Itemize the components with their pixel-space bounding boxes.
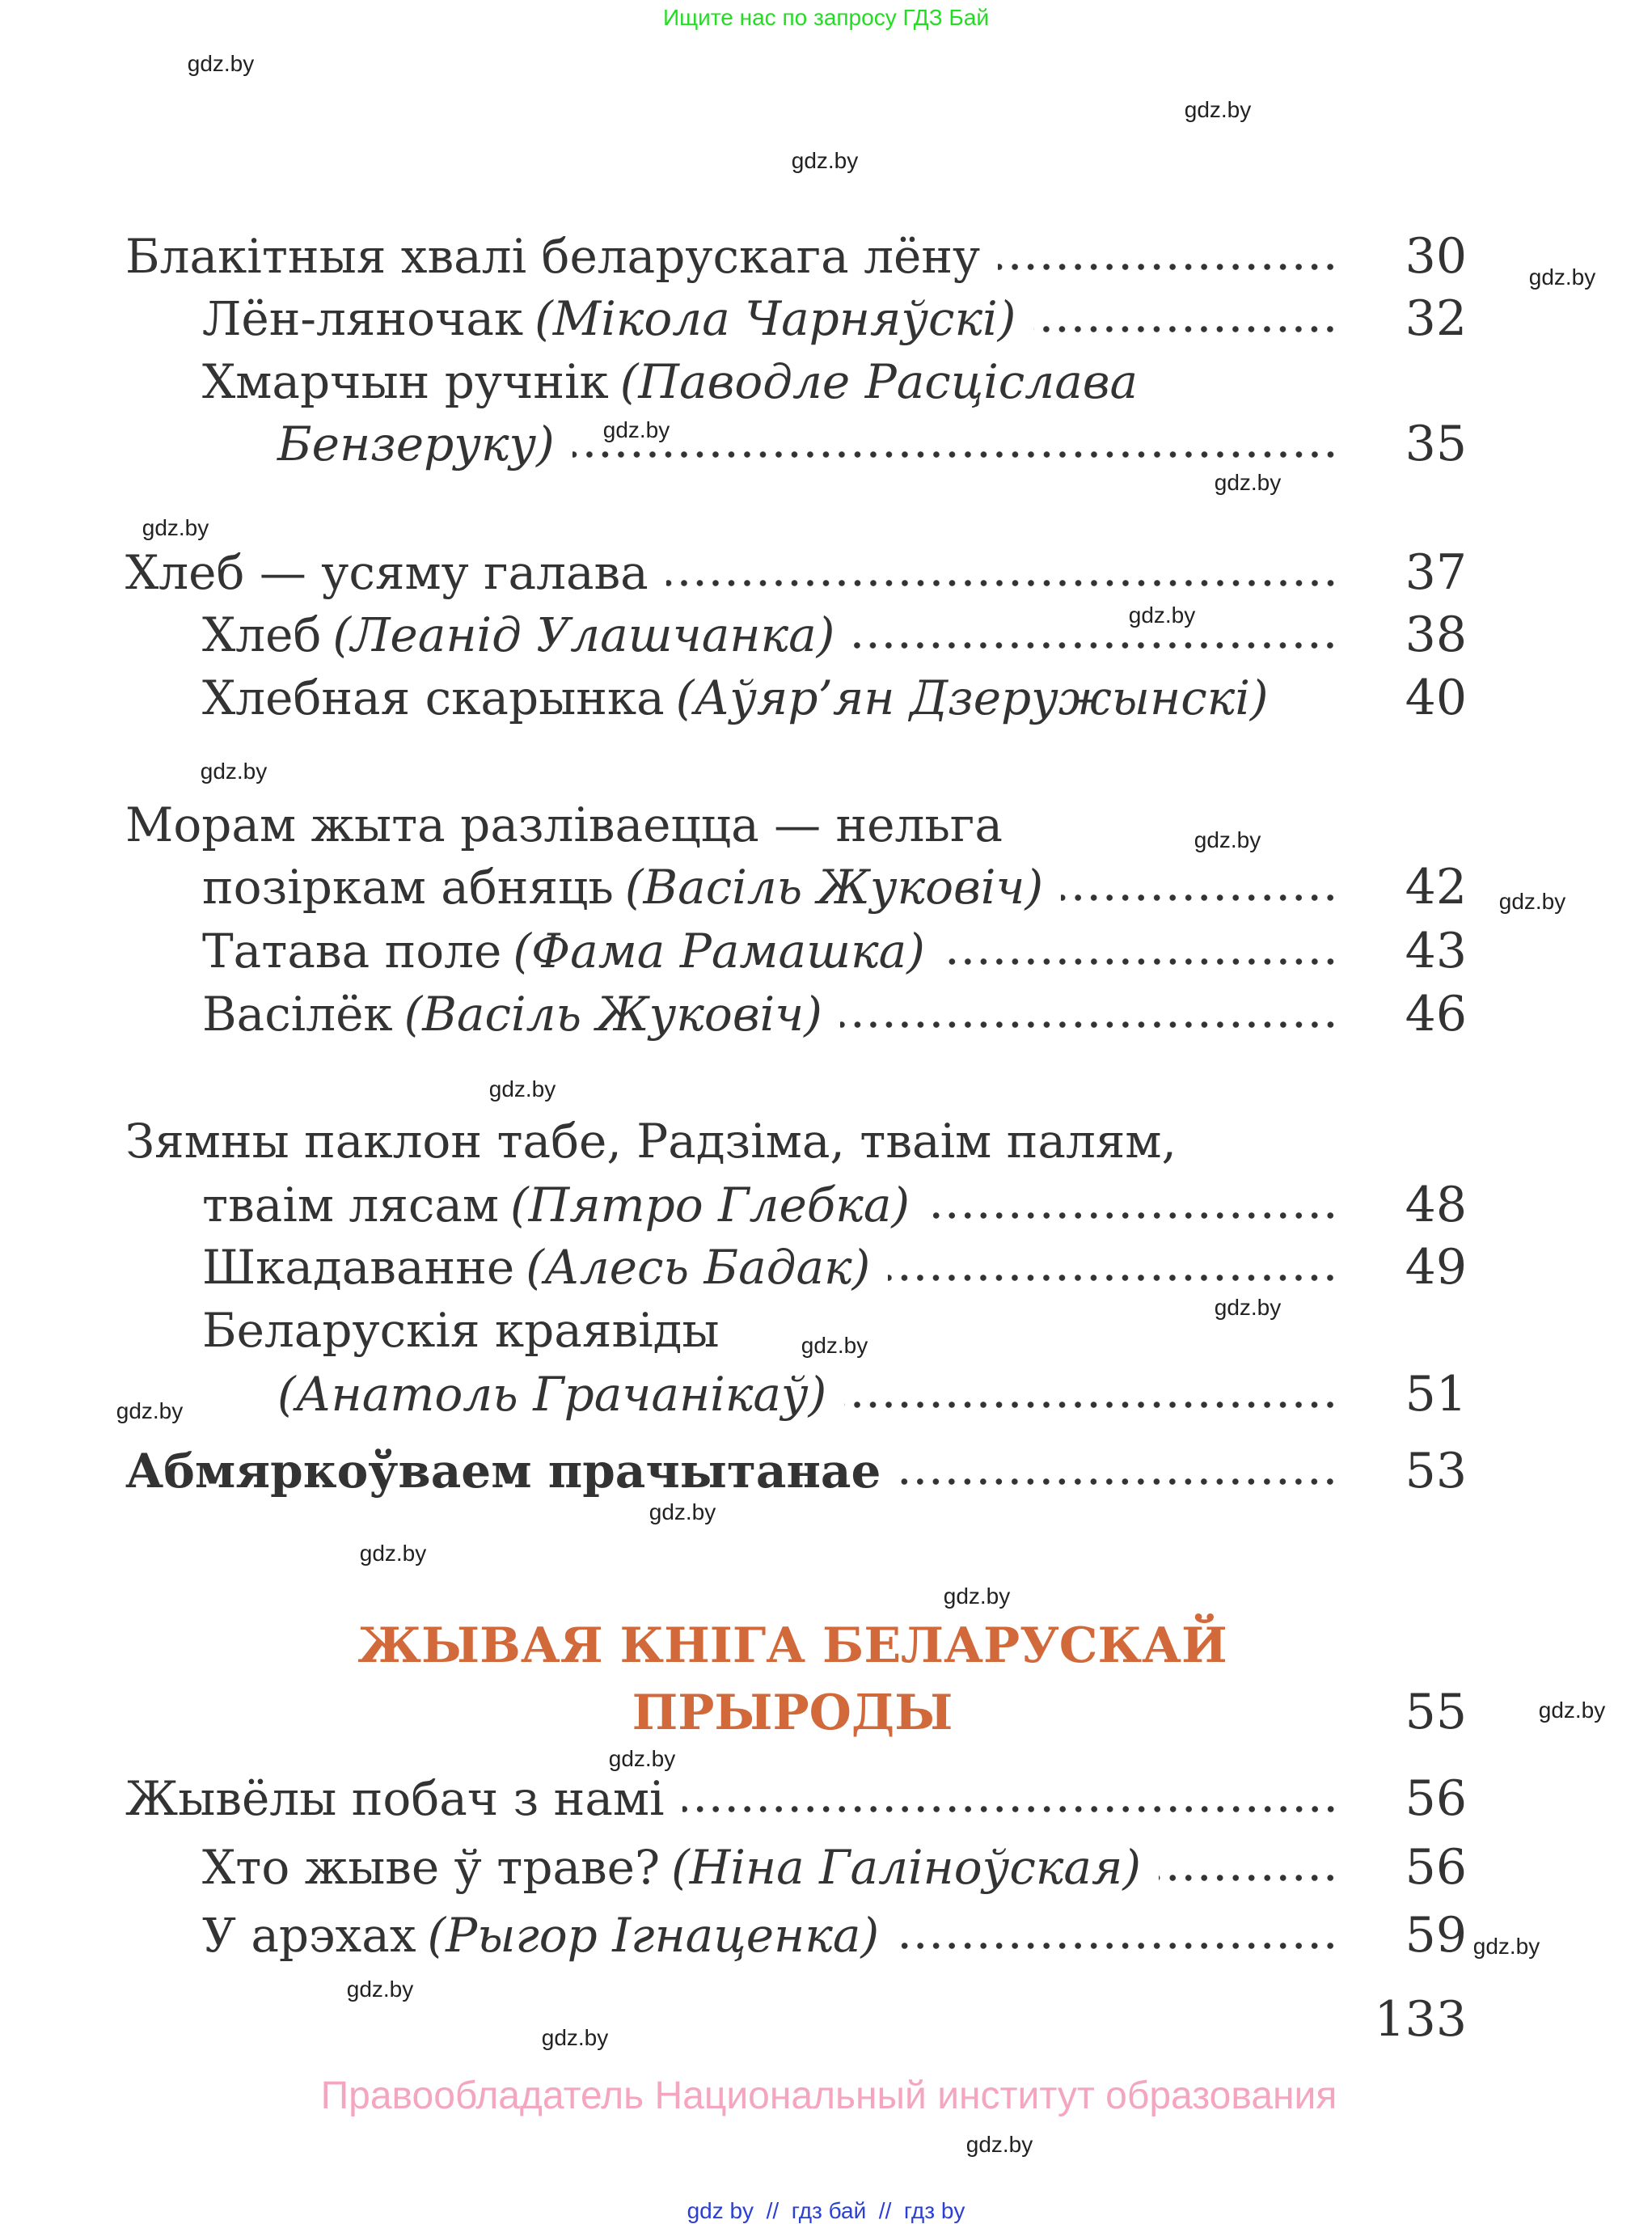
watermark: gdz.by (1498, 889, 1566, 914)
toc-entry[interactable] (202, 1236, 1467, 1299)
watermark: gdz.by (1128, 603, 1196, 628)
dot-leader (1061, 893, 1338, 903)
section-heading-line1[interactable]: ЖЫВАЯ КНІГА БЕЛАРУСКАЙ (357, 1617, 1227, 1674)
toc-entry[interactable] (125, 225, 1467, 288)
toc-entry[interactable] (202, 1299, 1467, 1362)
toc-entry[interactable] (202, 1904, 1467, 1967)
dot-leader (943, 957, 1338, 966)
entry-page: 46 (1405, 986, 1467, 1042)
entry-author: (Паводле Расціслава (619, 354, 1139, 409)
dot-leader (1159, 1873, 1338, 1883)
page-number: 133 (1374, 1991, 1467, 2048)
dot-leader (682, 1804, 1338, 1814)
entry-title: Хто жыве ў траве? (202, 1840, 661, 1895)
entry-page: 42 (1405, 859, 1467, 915)
watermark: gdz.by (1184, 97, 1252, 122)
watermark: gdz.by (608, 1746, 676, 1771)
entry-title: Абмяркоўваем прачытанае (125, 1444, 881, 1499)
entry-title: Хмарчын ручнік (202, 354, 609, 409)
entry-title: У арэхах (202, 1908, 416, 1963)
watermark: gdz.by (142, 515, 209, 540)
entry-title: тваім лясам (202, 1178, 500, 1233)
top-banner: Ищите нас по запросу ГДЗ Бай (662, 5, 990, 30)
entry-page: 30 (1405, 228, 1467, 285)
entry-title: Хлеб — усяму галава (125, 545, 649, 600)
entry-title: Хлебная скарынка (202, 670, 665, 725)
watermark: gdz.by (1472, 1934, 1540, 1959)
entry-page: 51 (1405, 1366, 1467, 1423)
dot-leader (998, 262, 1338, 272)
watermark: gdz.by (346, 1977, 414, 2002)
toc-entry[interactable] (202, 856, 1467, 919)
section-heading-line2[interactable]: ПРЫРОДЫ (632, 1685, 953, 1741)
entry-title: Хлеб (202, 607, 322, 662)
watermark: gdz.by (602, 417, 670, 442)
watermark: gdz.by (200, 759, 268, 784)
entry-title: Зямны паклон табе, Радзіма, тваім палям, (125, 1114, 1177, 1169)
watermark: gdz.by (1214, 1295, 1282, 1320)
entry-author: (Васіль Жуковіч) (624, 860, 1044, 915)
dot-leader (898, 1477, 1338, 1486)
entry-title: Шкадаванне (202, 1240, 515, 1295)
toc-entry[interactable] (202, 920, 1467, 983)
toc-entry[interactable] (202, 1836, 1467, 1899)
toc-entry[interactable] (202, 666, 1467, 729)
watermark: gdz.by (1528, 264, 1596, 290)
section-page: 55 (1405, 1684, 1467, 1740)
watermark: gdz.by (1214, 470, 1282, 495)
entry-page: 56 (1405, 1770, 1467, 1827)
watermark: gdz.by (541, 2025, 609, 2050)
entry-author: (Ніна Галіноўская) (671, 1840, 1142, 1895)
entry-author: (Леанід Улашчанка) (332, 607, 835, 662)
dot-leader (844, 1400, 1338, 1410)
toc-entry[interactable] (125, 1767, 1467, 1830)
entry-author: (Васіль Жуковіч) (403, 987, 822, 1042)
toc-entry[interactable] (125, 1440, 1467, 1503)
toc-entry[interactable] (125, 793, 1467, 856)
entry-page: 43 (1405, 923, 1467, 979)
watermark: gdz.by (943, 1583, 1011, 1609)
watermark: gdz.by (359, 1541, 427, 1566)
entry-page: 40 (1405, 670, 1467, 726)
dot-leader (666, 578, 1338, 588)
toc-entry[interactable] (125, 1110, 1467, 1173)
entry-title: Беларускія краявіды (202, 1303, 720, 1358)
dot-leader (897, 1941, 1338, 1951)
entry-author: (Анатоль Грачанікаў) (277, 1367, 827, 1422)
watermark: gdz.by (791, 148, 859, 173)
entry-author: (Пятро Глебка) (510, 1178, 911, 1233)
entry-page: 49 (1405, 1239, 1467, 1296)
entry-title: Лён-ляночак (202, 291, 524, 346)
dot-leader (852, 641, 1338, 650)
watermark: gdz.by (488, 1076, 556, 1101)
entry-page: 48 (1405, 1177, 1467, 1233)
watermark: gdz.by (116, 1398, 184, 1423)
toc-entry[interactable] (202, 350, 1467, 413)
entry-page: 56 (1405, 1839, 1467, 1896)
entry-page: 59 (1405, 1907, 1467, 1964)
dot-leader (1033, 324, 1338, 334)
entry-author: (Аўяр’ян Дзеружынскі) (675, 670, 1269, 725)
toc-entry[interactable] (277, 412, 1467, 476)
entry-page: 37 (1405, 544, 1467, 601)
toc-entry[interactable] (202, 1173, 1467, 1237)
dot-leader (840, 1020, 1338, 1030)
entry-author: (Рыгор Ігнаценка) (427, 1908, 880, 1963)
copyright-footer: Правообладатель Национальный институт образования (320, 2074, 1337, 2117)
entry-author: (Фама Рамашка) (513, 924, 925, 979)
entry-title: Жывёлы побач з намі (125, 1771, 665, 1826)
entry-title: Васілёк (202, 987, 393, 1042)
dot-leader (888, 1273, 1338, 1283)
dot-leader (572, 450, 1338, 459)
entry-title: позіркам абняць (202, 860, 614, 915)
entry-title: Татава поле (202, 924, 502, 979)
watermark: gdz.by (649, 1499, 716, 1524)
entry-title: Блакітныя хвалі беларускага лёну (125, 229, 981, 284)
toc-entry[interactable] (202, 287, 1467, 350)
toc-entry[interactable] (125, 541, 1467, 604)
entry-page: 53 (1405, 1443, 1467, 1499)
toc-entry[interactable] (277, 1363, 1467, 1426)
watermark: gdz.by (1194, 827, 1261, 852)
toc-entry[interactable] (202, 603, 1467, 666)
watermark: gdz.by (801, 1333, 868, 1358)
entry-author: (Мікола Чарняўскі) (534, 291, 1016, 346)
watermark: gdz.by (187, 51, 255, 76)
entry-author: Бензеруку) (277, 416, 555, 471)
entry-title: Морам жыта разліваецца — нельга (125, 797, 1003, 852)
entry-page: 32 (1405, 290, 1467, 347)
entry-author: (Алесь Бадак) (526, 1240, 871, 1295)
entry-page: 35 (1405, 416, 1467, 472)
entry-page: 38 (1405, 607, 1467, 663)
toc-entry[interactable] (202, 983, 1467, 1046)
watermark: gdz.by (1538, 1698, 1606, 1723)
watermark: gdz.by (965, 2132, 1033, 2157)
dot-leader (927, 1211, 1338, 1220)
bottom-links[interactable]: gdz by // гдз бай // гдз by (687, 2198, 965, 2223)
